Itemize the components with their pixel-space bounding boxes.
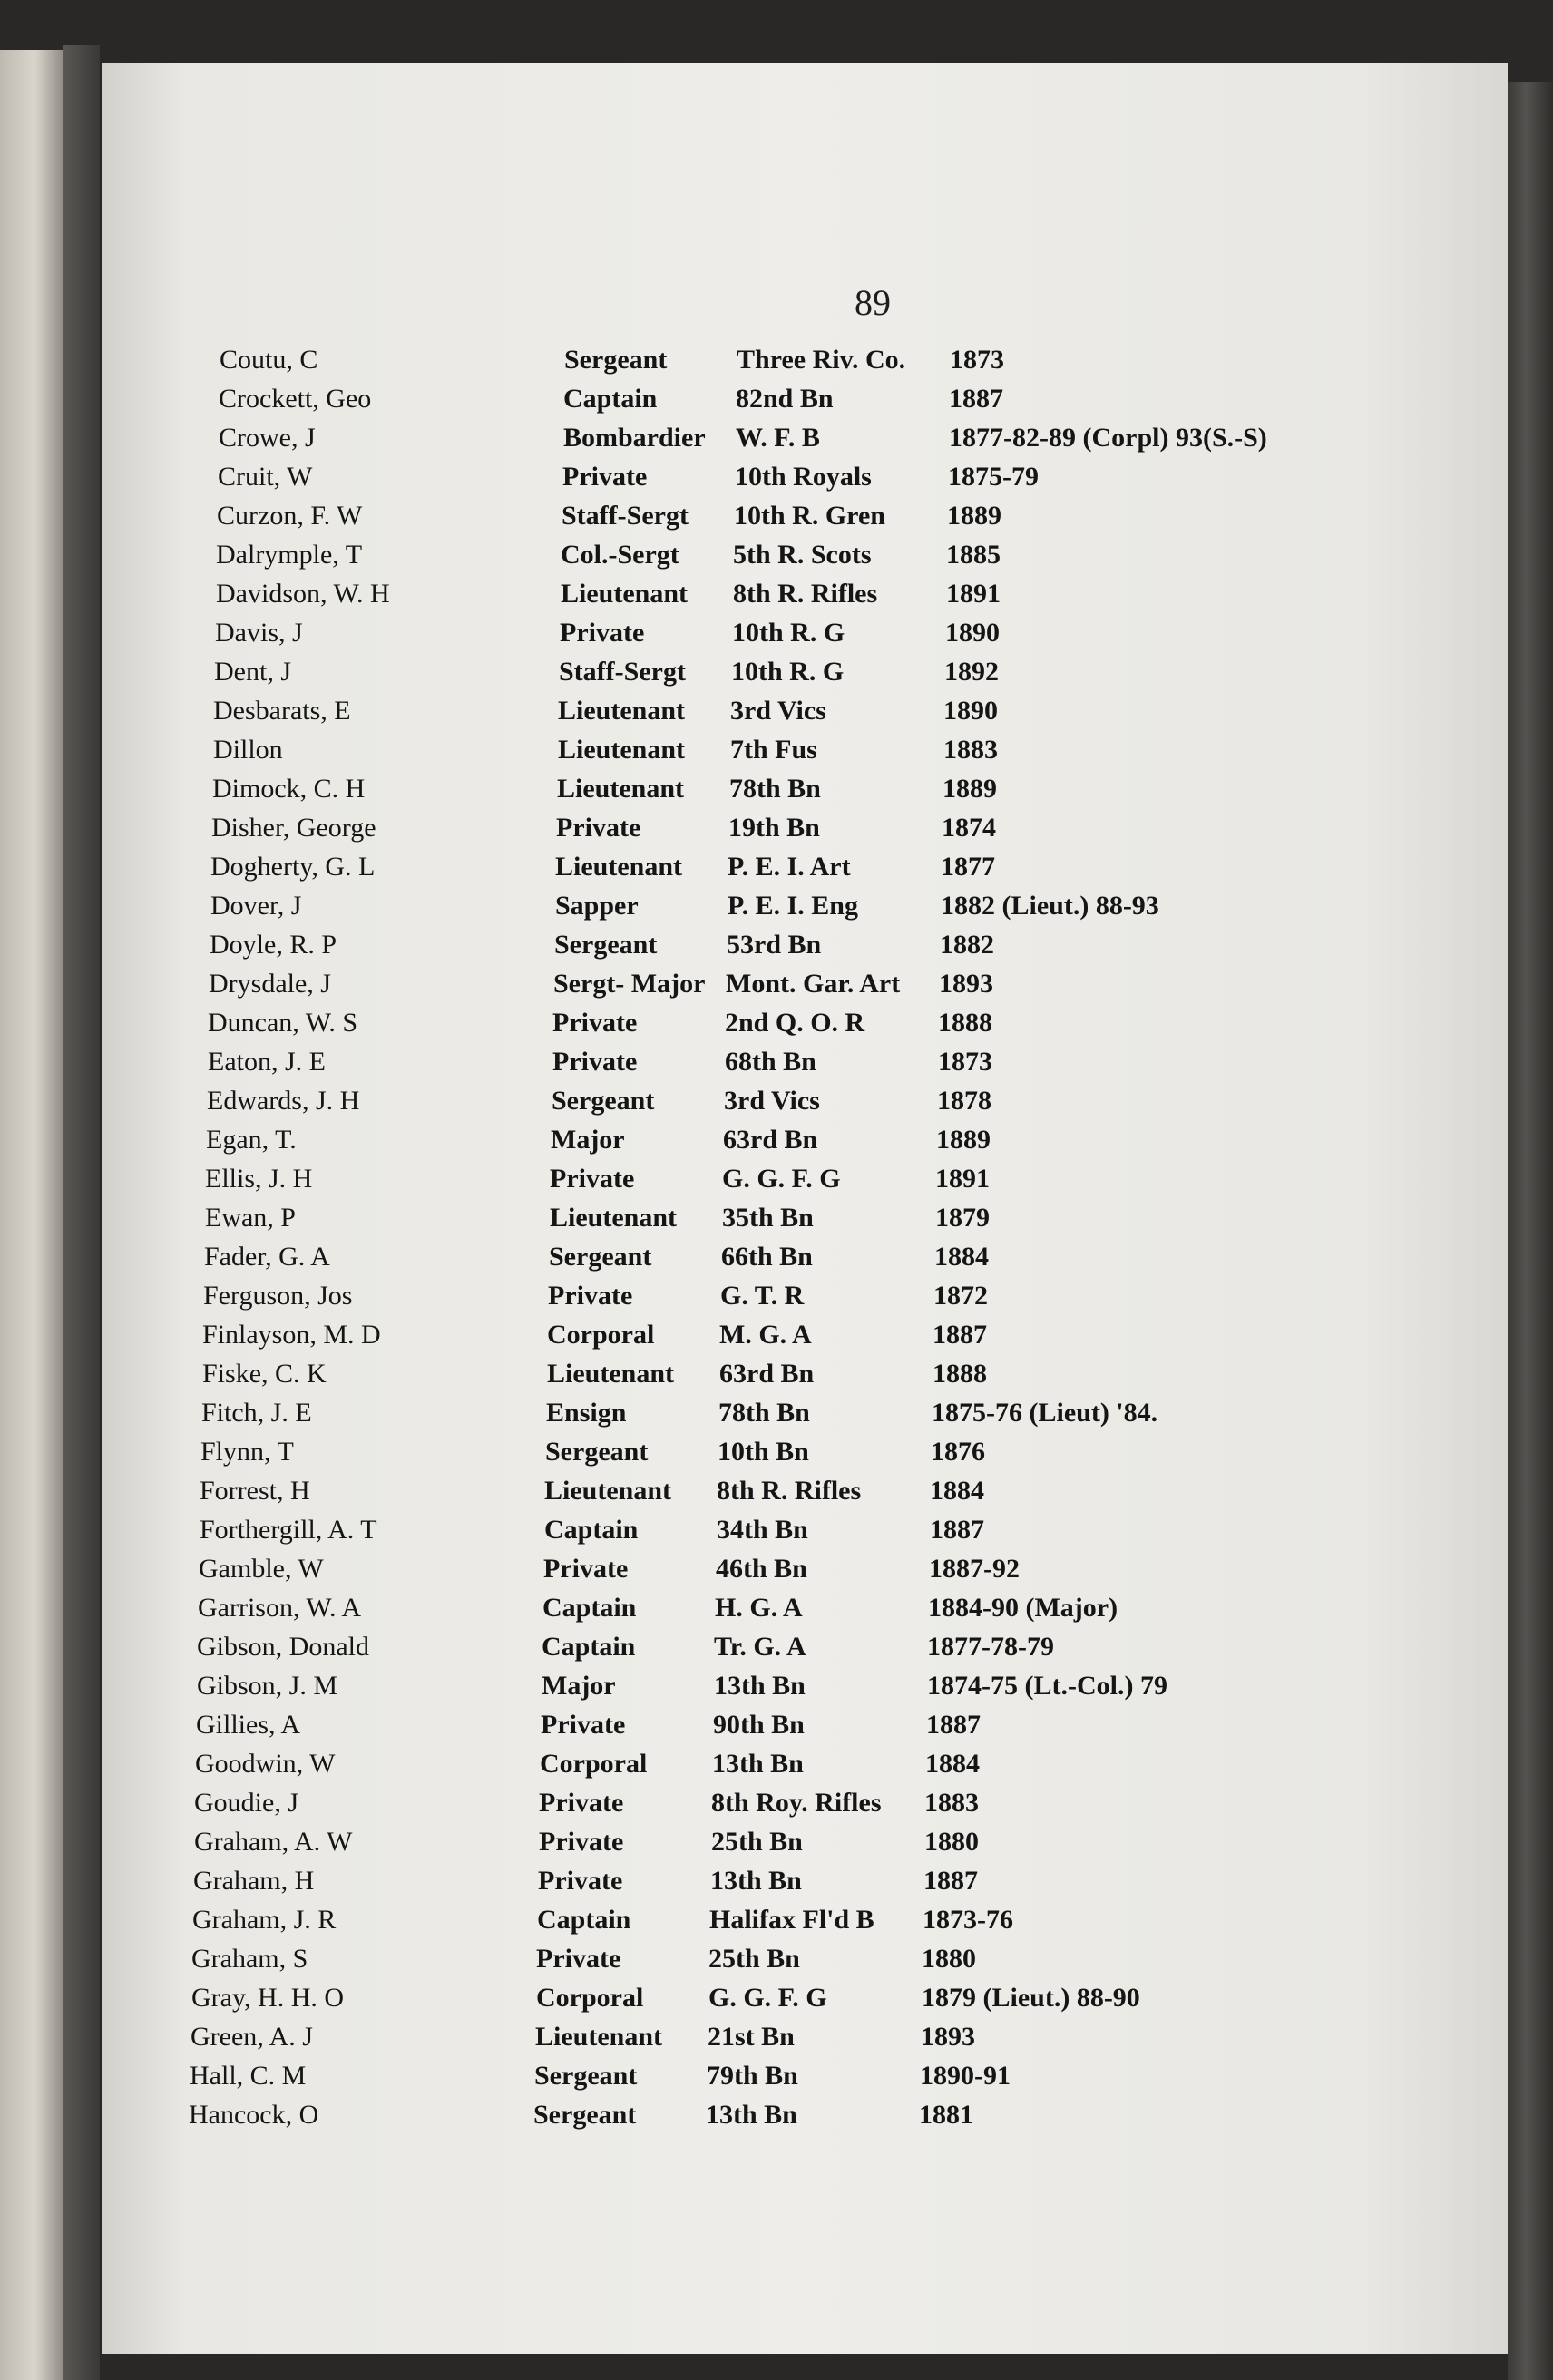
entry-corps: P. E. I. Eng — [728, 891, 858, 921]
list-item — [189, 2095, 1277, 2135]
list-item — [194, 1783, 1283, 1823]
entry-rank: Bombardier — [563, 423, 706, 453]
entry-name: Ellis, J. H — [205, 1164, 313, 1194]
entry-corps: Three Riv. Co. — [737, 345, 906, 375]
entry-rank: Private — [543, 1554, 629, 1584]
entry-rank: Major — [551, 1125, 625, 1155]
list-item — [197, 1666, 1285, 1706]
entry-name: Forthergill, A. T — [200, 1515, 377, 1545]
list-item — [195, 1744, 1284, 1784]
entry-year: 1880 — [922, 1944, 976, 1974]
entry-rank: Lieutenant — [547, 1359, 675, 1389]
entry-rank: Lieutenant — [555, 852, 683, 882]
entry-name: Davidson, W. H — [216, 579, 390, 609]
list-item — [219, 379, 1307, 419]
entry-year: 1888 — [933, 1359, 987, 1389]
entry-rank: Private — [548, 1281, 633, 1311]
entry-name: Gamble, W — [199, 1554, 324, 1584]
entry-corps: M. G. A — [719, 1320, 812, 1350]
entry-year: 1889 — [943, 774, 997, 804]
entry-name: Dimock, C. H — [212, 774, 366, 804]
entry-corps: 10th R. G — [732, 618, 845, 648]
entry-year: 1887 — [926, 1710, 981, 1740]
entry-year: 1875-76 (Lieut) '84. — [932, 1398, 1158, 1428]
list-item — [201, 1393, 1290, 1433]
entry-name: Hall, C. M — [190, 2061, 307, 2091]
entry-rank: Sergeant — [552, 1086, 655, 1116]
entry-corps: 25th Bn — [708, 1944, 800, 1974]
entry-year: 1885 — [946, 540, 1001, 570]
entry-name: Desbarats, E — [213, 696, 351, 726]
entry-name: Forrest, H — [200, 1476, 310, 1506]
previous-page-edge — [0, 50, 63, 2380]
entry-corps: 78th Bn — [729, 774, 821, 804]
entry-year: 1887 — [933, 1320, 987, 1350]
list-item — [220, 340, 1308, 380]
entry-corps: 2nd Q. O. R — [725, 1008, 865, 1038]
entry-corps: 46th Bn — [716, 1554, 807, 1584]
entry-year: 1883 — [924, 1788, 979, 1818]
entry-name: Gibson, Donald — [197, 1632, 369, 1662]
entry-name: Egan, T. — [206, 1125, 297, 1155]
entry-rank: Col.-Sergt — [561, 540, 679, 570]
entry-name: Crowe, J — [219, 423, 316, 453]
entry-corps: 13th Bn — [712, 1749, 804, 1779]
entry-name: Graham, A. W — [194, 1827, 353, 1857]
entry-rank: Captain — [563, 384, 658, 414]
entry-name: Davis, J — [215, 618, 303, 648]
list-item — [192, 1900, 1281, 1940]
entry-year: 1883 — [943, 735, 998, 765]
entry-rank: Private — [536, 1944, 621, 1974]
entry-year: 1877 — [941, 852, 995, 882]
entry-rank: Lieutenant — [550, 1203, 678, 1233]
entry-corps: 21st Bn — [708, 2022, 795, 2052]
entry-rank: Sergeant — [549, 1242, 652, 1272]
entry-rank: Lieutenant — [544, 1476, 672, 1506]
entry-corps: 13th Bn — [706, 2100, 797, 2130]
entry-year: 1889 — [947, 501, 1001, 531]
entry-rank: Captain — [544, 1515, 639, 1545]
list-item — [205, 1198, 1294, 1238]
entry-name: Ewan, P — [205, 1203, 296, 1233]
entry-name: Drysdale, J — [209, 969, 331, 999]
entry-corps: 10th Royals — [735, 462, 872, 492]
list-item — [202, 1315, 1291, 1355]
list-item — [210, 925, 1298, 965]
list-item — [191, 1939, 1280, 1979]
list-item — [205, 1159, 1294, 1199]
entry-name: Ferguson, Jos — [203, 1281, 353, 1311]
entry-year: 1892 — [944, 657, 999, 687]
list-item — [197, 1627, 1285, 1667]
entry-rank: Corporal — [540, 1749, 648, 1779]
list-item — [219, 418, 1307, 458]
entry-year: 1884-90 (Major) — [928, 1593, 1118, 1623]
entry-rank: Corporal — [547, 1320, 655, 1350]
entry-corps: 8th R. Rifles — [717, 1476, 862, 1506]
entry-year: 1893 — [921, 2022, 975, 2052]
entry-year: 1873 — [938, 1047, 992, 1077]
entry-name: Gray, H. H. O — [191, 1983, 345, 2013]
list-item — [207, 1081, 1295, 1121]
entry-year: 1884 — [930, 1476, 984, 1506]
entry-year: 1882 (Lieut.) 88-93 — [941, 891, 1159, 921]
entry-rank: Captain — [537, 1905, 631, 1935]
entry-year: 1877-78-79 — [927, 1632, 1054, 1662]
entry-name: Eaton, J. E — [208, 1047, 326, 1077]
entry-year: 1879 (Lieut.) 88-90 — [922, 1983, 1140, 2013]
list-item — [216, 574, 1304, 614]
entry-rank: Lieutenant — [561, 579, 689, 609]
entry-rank: Private — [539, 1827, 624, 1857]
entry-rank: Staff-Sergt — [562, 501, 689, 531]
entry-name: Cruit, W — [218, 462, 313, 492]
entry-rank: Lieutenant — [558, 735, 686, 765]
entry-year: 1888 — [938, 1008, 992, 1038]
entry-name: Coutu, C — [220, 345, 318, 375]
entry-name: Crockett, Geo — [219, 384, 372, 414]
entry-name: Goudie, J — [194, 1788, 298, 1818]
list-item — [200, 1432, 1289, 1472]
entry-year: 1874 — [942, 813, 996, 843]
list-item — [191, 1978, 1280, 2018]
entry-name: Graham, H — [193, 1866, 315, 1896]
entry-year: 1877-82-89 (Corpl) 93(S.-S) — [949, 423, 1267, 453]
entry-corps: 25th Bn — [711, 1827, 803, 1857]
list-item — [211, 808, 1300, 848]
entry-corps: 53rd Bn — [727, 930, 822, 960]
page-number: 89 — [855, 282, 891, 323]
entry-rank: Staff-Sergt — [559, 657, 686, 687]
entry-corps: G. G. F. G — [708, 1983, 827, 2013]
entry-rank: Private — [539, 1788, 624, 1818]
entry-rank: Sergeant — [545, 1437, 649, 1467]
entry-corps: 90th Bn — [713, 1710, 805, 1740]
list-item — [194, 1822, 1283, 1862]
entry-rank: Sergeant — [534, 2061, 638, 2091]
entry-name: Curzon, F. W — [217, 501, 363, 531]
entry-year: 1887 — [930, 1515, 984, 1545]
list-item — [196, 1705, 1284, 1745]
entry-name: Goodwin, W — [195, 1749, 336, 1779]
entry-name: Hancock, O — [189, 2100, 319, 2130]
entry-rank: Private — [538, 1866, 623, 1896]
book-page — [102, 63, 1508, 2354]
entry-rank: Lieutenant — [557, 774, 685, 804]
list-item — [208, 1042, 1296, 1082]
entry-year: 1881 — [919, 2100, 973, 2130]
entry-corps: 13th Bn — [710, 1866, 802, 1896]
entry-year: 1873 — [950, 345, 1004, 375]
entry-corps: 10th R. G — [731, 657, 845, 687]
entry-rank: Private — [562, 462, 648, 492]
entry-rank: Private — [560, 618, 645, 648]
list-item — [190, 2056, 1278, 2096]
entry-corps: 10th R. Gren — [734, 501, 885, 531]
entry-name: Disher, George — [211, 813, 376, 843]
entry-year: 1878 — [937, 1086, 991, 1116]
entry-corps: 78th Bn — [718, 1398, 810, 1428]
list-item — [200, 1510, 1288, 1550]
entry-corps: 19th Bn — [728, 813, 820, 843]
entry-corps: 63rd Bn — [723, 1125, 818, 1155]
entry-name: Fitch, J. E — [201, 1398, 312, 1428]
entry-year: 1893 — [939, 969, 993, 999]
entry-rank: Private — [556, 813, 641, 843]
entry-year: 1890 — [943, 696, 998, 726]
entry-rank: Sapper — [555, 891, 639, 921]
entry-rank: Ensign — [546, 1398, 627, 1428]
list-item — [210, 847, 1299, 887]
entry-corps: 5th R. Scots — [733, 540, 872, 570]
list-item — [208, 1003, 1296, 1043]
list-item — [203, 1276, 1292, 1316]
entry-rank: Private — [541, 1710, 626, 1740]
entry-year: 1879 — [935, 1203, 990, 1233]
entry-rank: Lieutenant — [535, 2022, 663, 2052]
entry-rank: Major — [542, 1671, 616, 1701]
entry-rank: Corporal — [536, 1983, 644, 2013]
list-item — [200, 1471, 1288, 1511]
list-item — [198, 1588, 1286, 1628]
entry-name: Dalrymple, T — [216, 540, 363, 570]
entry-name: Doyle, R. P — [210, 930, 337, 960]
entry-rank: Sergeant — [533, 2100, 637, 2130]
book-binding — [63, 45, 100, 2380]
entry-year: 1872 — [933, 1281, 988, 1311]
list-item — [216, 535, 1304, 575]
entry-name: Fiske, C. K — [202, 1359, 327, 1389]
entry-rank: Private — [552, 1047, 638, 1077]
entry-corps: 79th Bn — [707, 2061, 798, 2091]
list-item — [210, 886, 1299, 926]
entry-name: Dent, J — [214, 657, 291, 687]
list-item — [190, 2017, 1279, 2057]
entry-name: Dillon — [213, 735, 283, 765]
entry-year: 1890 — [945, 618, 1000, 648]
entry-year: 1873-76 — [923, 1905, 1013, 1935]
entry-year: 1884 — [925, 1749, 980, 1779]
list-item — [204, 1237, 1293, 1277]
entry-corps: Tr. G. A — [714, 1632, 806, 1662]
entry-name: Green, A. J — [190, 2022, 313, 2052]
list-item — [218, 457, 1306, 497]
entry-corps: W. F. B — [736, 423, 820, 453]
list-item — [213, 691, 1302, 731]
entry-rank: Sergt- Major — [553, 969, 706, 999]
entry-name: Graham, S — [191, 1944, 308, 1974]
list-item — [217, 496, 1305, 536]
entry-year: 1891 — [935, 1164, 990, 1194]
entry-corps: 13th Bn — [714, 1671, 806, 1701]
entry-corps: 35th Bn — [722, 1203, 814, 1233]
entry-name: Gibson, J. M — [197, 1671, 338, 1701]
entry-year: 1875-79 — [948, 462, 1039, 492]
entry-corps: 68th Bn — [725, 1047, 816, 1077]
entry-rank: Lieutenant — [558, 696, 686, 726]
entry-corps: 82nd Bn — [736, 384, 834, 414]
page-right-edge — [1508, 82, 1553, 2380]
entry-corps: G. G. F. G — [722, 1164, 841, 1194]
entry-corps: G. T. R — [720, 1281, 805, 1311]
entry-name: Flynn, T — [200, 1437, 294, 1467]
entry-name: Fader, G. A — [204, 1242, 330, 1272]
entry-name: Edwards, J. H — [207, 1086, 360, 1116]
list-item — [215, 613, 1304, 653]
list-item — [213, 730, 1302, 770]
entry-name: Gillies, A — [196, 1710, 301, 1740]
entry-name: Finlayson, M. D — [202, 1320, 381, 1350]
entry-year: 1874-75 (Lt.-Col.) 79 — [927, 1671, 1167, 1701]
entry-name: Dover, J — [210, 891, 302, 921]
entry-corps: H. G. A — [715, 1593, 803, 1623]
entry-corps: P. E. I. Art — [728, 852, 851, 882]
entry-name: Garrison, W. A — [198, 1593, 361, 1623]
entry-year: 1884 — [934, 1242, 989, 1272]
entry-name: Graham, J. R — [192, 1905, 337, 1935]
entry-corps: 8th R. Rifles — [733, 579, 878, 609]
entry-corps: 63rd Bn — [719, 1359, 815, 1389]
entry-year: 1882 — [940, 930, 994, 960]
entry-year: 1889 — [936, 1125, 991, 1155]
entry-corps: 3rd Vics — [730, 696, 826, 726]
entry-corps: 3rd Vics — [724, 1086, 820, 1116]
entry-corps: 34th Bn — [717, 1515, 808, 1545]
entry-rank: Private — [552, 1008, 638, 1038]
list-item — [199, 1549, 1287, 1589]
list-item — [206, 1120, 1294, 1160]
entry-corps: 10th Bn — [718, 1437, 809, 1467]
entry-corps: 66th Bn — [721, 1242, 813, 1272]
entry-year: 1891 — [946, 579, 1001, 609]
entry-corps: 7th Fus — [730, 735, 817, 765]
list-item — [214, 652, 1303, 692]
list-item — [212, 769, 1301, 809]
entry-rank: Sergeant — [564, 345, 668, 375]
entry-year: 1890-91 — [920, 2061, 1011, 2091]
entry-year: 1887 — [949, 384, 1003, 414]
entry-rank: Private — [550, 1164, 635, 1194]
entry-corps: Halifax Fl'd B — [709, 1905, 874, 1935]
entry-rank: Captain — [542, 1632, 636, 1662]
entry-year: 1876 — [931, 1437, 985, 1467]
list-item — [193, 1861, 1282, 1901]
entry-corps: 8th Roy. Rifles — [711, 1788, 882, 1818]
entry-year: 1887-92 — [929, 1554, 1020, 1584]
entry-rank: Captain — [542, 1593, 637, 1623]
entry-year: 1880 — [924, 1827, 979, 1857]
entry-corps: Mont. Gar. Art — [726, 969, 901, 999]
list-item — [202, 1354, 1291, 1394]
entry-rank: Sergeant — [554, 930, 658, 960]
entry-name: Duncan, W. S — [208, 1008, 357, 1038]
entry-name: Dogherty, G. L — [210, 852, 376, 882]
list-item — [209, 964, 1297, 1004]
entry-year: 1887 — [923, 1866, 978, 1896]
